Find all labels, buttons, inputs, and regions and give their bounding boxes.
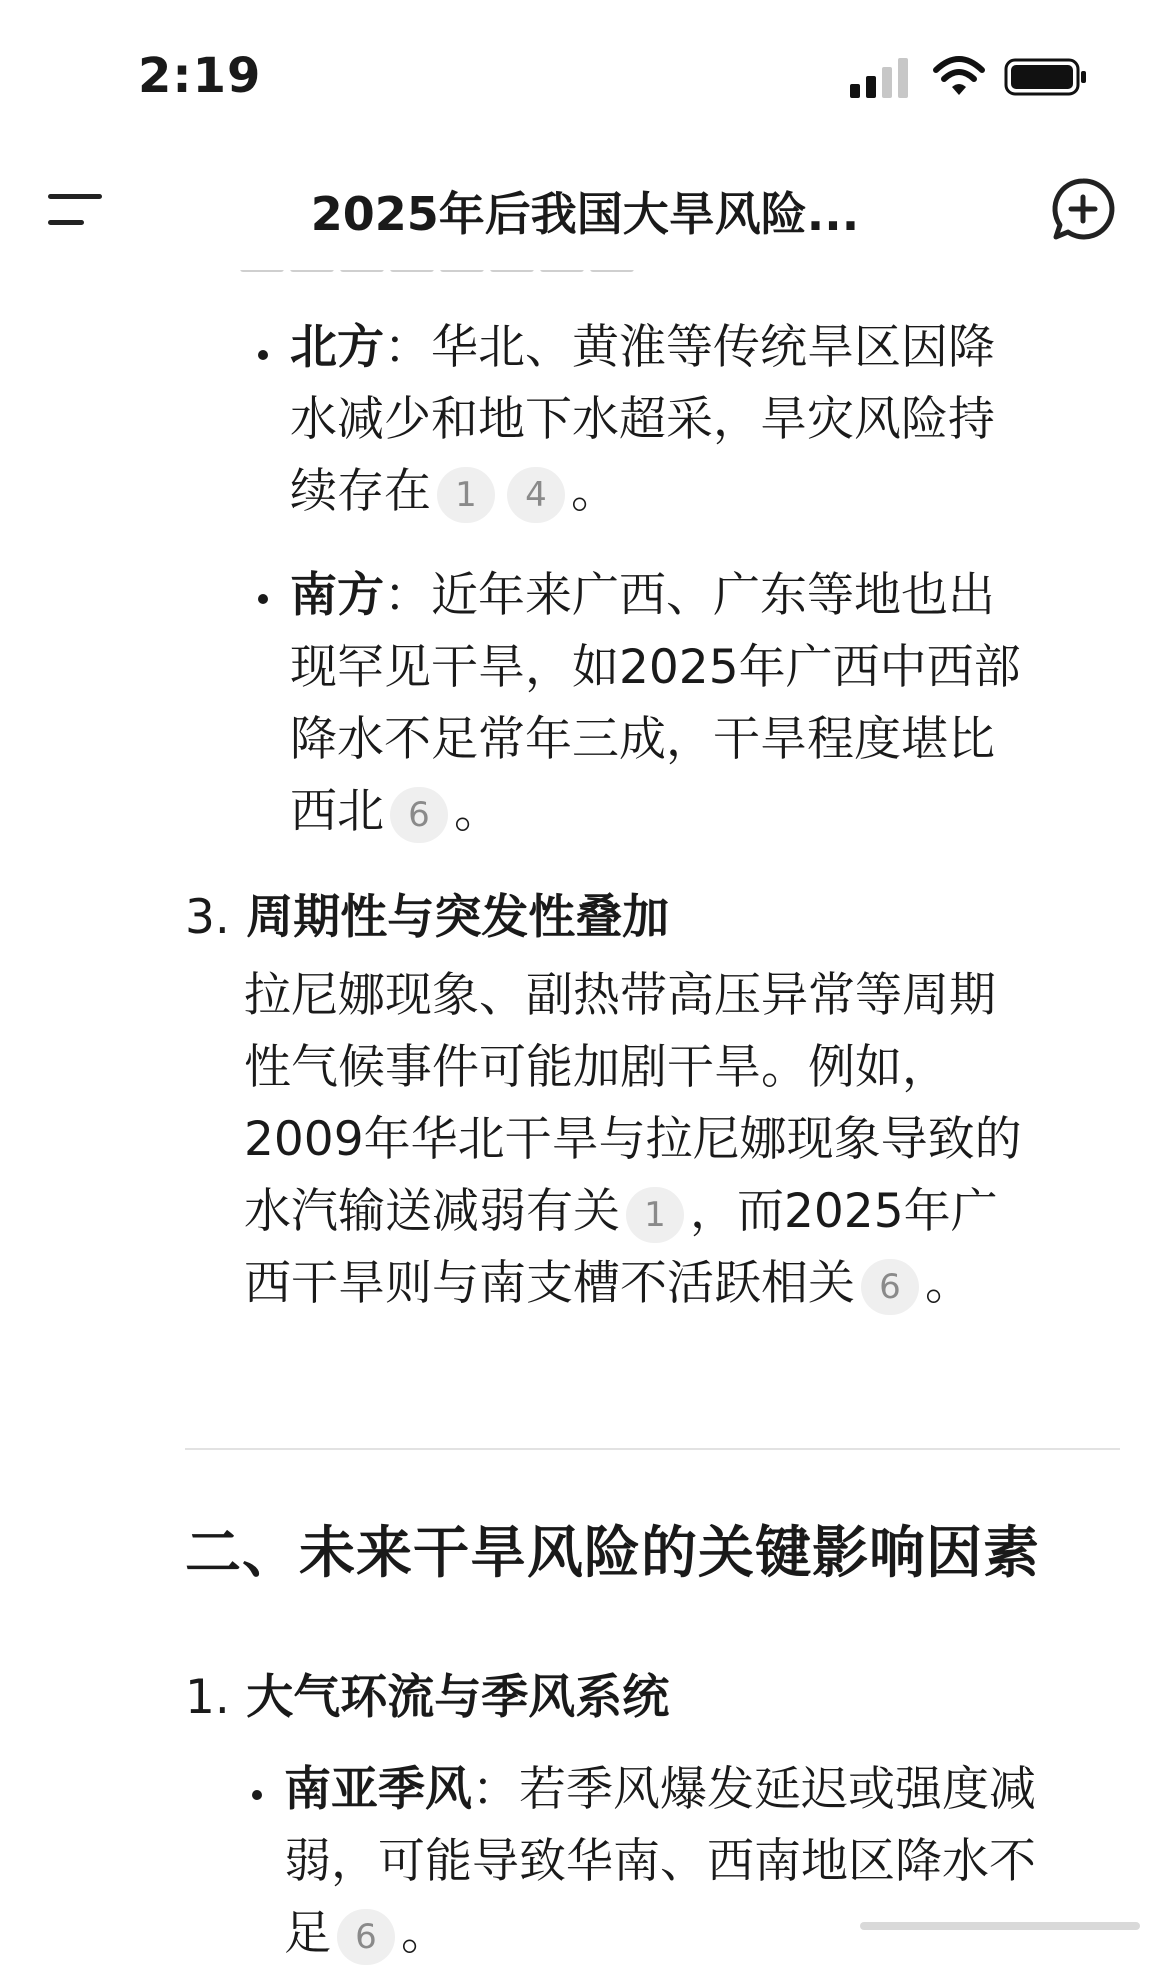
citation-badge[interactable]: 6 — [337, 1909, 395, 1965]
text-line: 水汽输送减弱有关 — [244, 1184, 620, 1239]
text-line: 现罕见干旱，如2025年广西中西部 — [290, 640, 1021, 695]
text-line: 2009年华北干旱与拉尼娜现象导致的 — [244, 1112, 1022, 1167]
text-line: 西北 — [290, 784, 384, 839]
text-line: 足 — [284, 1906, 331, 1961]
text-line: 降水不足常年三成，干旱程度堪比 — [290, 712, 995, 767]
citation-badge[interactable]: 6 — [861, 1259, 919, 1315]
text-line: 西干旱则与南支槽不活跃相关 — [244, 1256, 855, 1311]
bullet-dot — [258, 350, 268, 360]
watermark-decoration — [860, 1918, 1140, 1936]
list-number: 3. — [185, 890, 230, 945]
bullet-label: 南方 — [290, 568, 384, 623]
list-item-1-heading — [185, 1662, 669, 1734]
text-line: 拉尼娜现象、副热带高压异常等周期 — [244, 968, 996, 1023]
section-divider — [185, 1448, 1120, 1450]
citation-badge[interactable]: 4 — [507, 467, 565, 523]
text-line: 华北、黄淮等传统旱区因降 — [431, 320, 995, 375]
text-line: 近年来广西、广东等地也出 — [431, 568, 995, 623]
conversation-title[interactable]: 2025年后我国大旱风险... — [310, 187, 860, 241]
list-number: 1. — [185, 1670, 230, 1725]
colon: ： — [384, 320, 431, 375]
sentence-end: 。 — [571, 464, 618, 519]
bullet-dot — [258, 594, 268, 604]
text-line: ，而2025年广 — [690, 1184, 998, 1239]
bullet-south-asia-monsoon — [284, 1754, 1130, 1970]
colon: ： — [384, 568, 431, 623]
list-heading-text: 周期性与突发性叠加 — [246, 890, 670, 945]
citation-badge[interactable]: 1 — [437, 467, 495, 523]
citation-badge[interactable]: 1 — [626, 1187, 684, 1243]
new-chat-plus-icon[interactable] — [1050, 176, 1116, 242]
section-heading: 二、未来干旱风险的关键影响因素 — [185, 1521, 1040, 1586]
list-item-3-body — [244, 960, 1124, 1320]
sentence-end: 。 — [401, 1906, 448, 1961]
bullet-dot — [252, 1790, 262, 1800]
sentence-end: 。 — [454, 784, 501, 839]
menu-icon[interactable] — [46, 190, 106, 230]
text-line: 续存在 — [290, 464, 431, 519]
text-line: 性气候事件可能加剧干旱。例如， — [244, 1040, 949, 1095]
nav-bar — [0, 150, 1170, 270]
colon: ： — [472, 1762, 519, 1817]
bullet-label: 北方 — [290, 320, 384, 375]
text-line: 若季风爆发延迟或强度减 — [519, 1762, 1036, 1817]
sentence-end: 。 — [925, 1256, 972, 1311]
text-line: 弱，可能导致华南、西南地区降水不 — [284, 1834, 1036, 1889]
bullet-south — [290, 560, 1120, 848]
bullet-label: 南亚季风 — [284, 1762, 472, 1817]
list-item-3-heading — [185, 882, 669, 954]
bullet-north — [290, 312, 1120, 528]
citation-badge[interactable]: 6 — [390, 787, 448, 843]
status-time: 2:19 — [138, 48, 262, 104]
text-line: 水减少和地下水超采，旱灾风险持 — [290, 392, 995, 447]
list-heading-text: 大气环流与季风系统 — [246, 1670, 670, 1725]
